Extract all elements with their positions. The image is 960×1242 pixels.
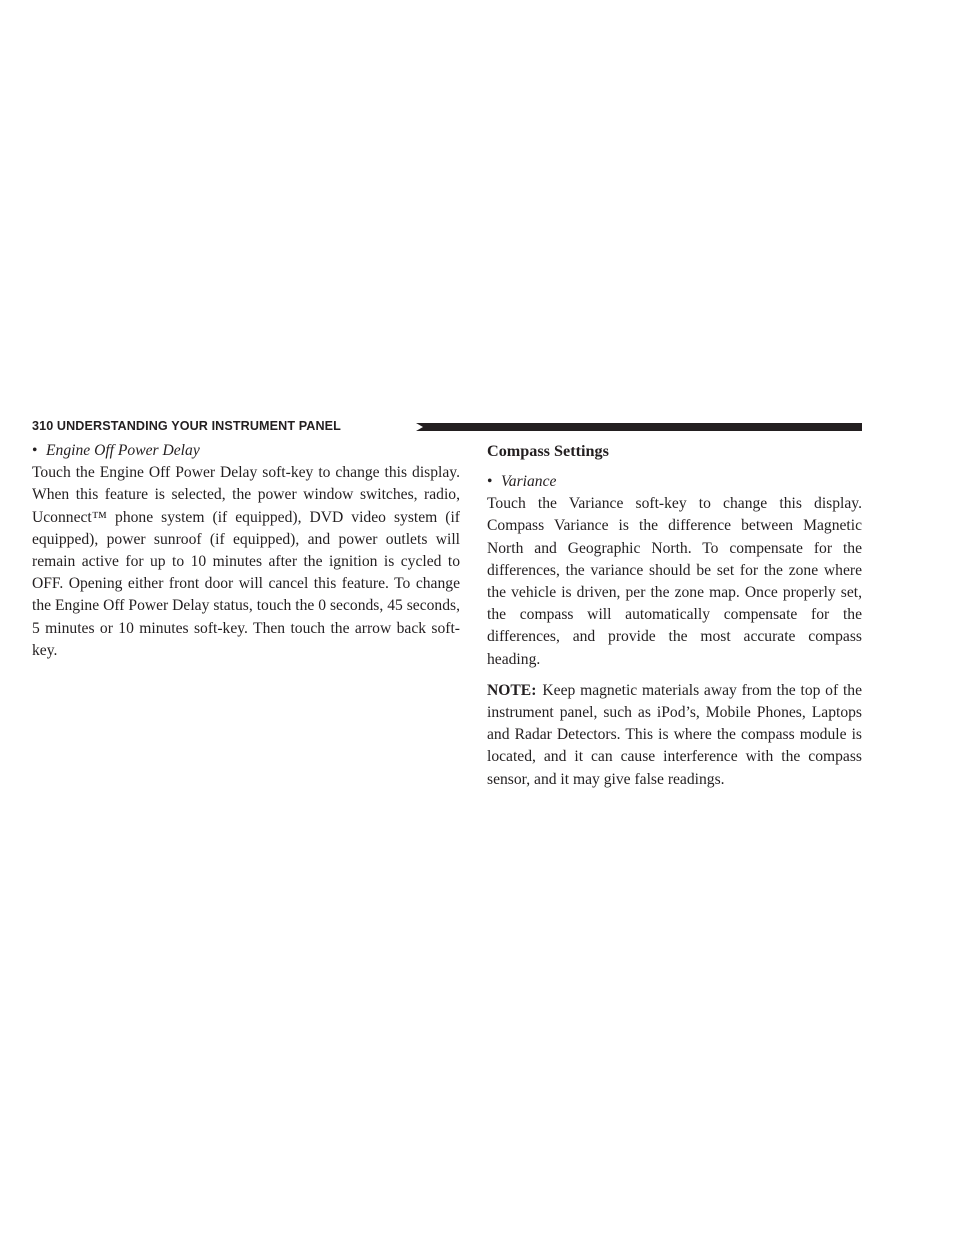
bullet-label: Engine Off Power Delay <box>46 442 200 459</box>
header-rule-notch <box>416 423 423 431</box>
section-title: Compass Settings <box>487 442 609 460</box>
bullet-icon: • <box>487 473 493 490</box>
engine-off-power-delay-bullet <box>32 440 460 462</box>
bullet-icon: • <box>32 442 38 459</box>
note-text: Keep magnetic materials away from the top of the instrument panel, such as iPod’s, Mobile Phones, Laptops and Radar Detectors. This is where the compass module is located, and it can cause interference with the compass sensor, and it may give false readings. <box>487 681 862 788</box>
page-header <box>32 418 862 436</box>
engine-off-power-delay-paragraph: Touch the Engine Off Power Delay soft-key to change this display. When this feature is selected, the power window switches, radio, Uconnect™ phone system (if equipped), DVD video system (if equipped), power sunroof (if equipped), and power outlets will remain active for up to 10 minutes after the ignition is cycled to OFF. Opening either front door will cancel this feature. To change the Engine Off Power Delay status, touch the 0 seconds, 45 seconds, 5 minutes or 10 minutes soft-key. Then touch the arrow back soft-key. <box>32 464 460 659</box>
variance-paragraph: Touch the Variance soft-key to change this display. Compass Variance is the difference between Magnetic North and Geographic North. To compensate for the differences, the variance should be set for the zone where the vehicle is driven, per the zone map. Once properly set, the compass will automatically compensate for the differences, and provide the most accurate compass heading. <box>487 495 862 668</box>
left-column <box>32 440 460 662</box>
page-number-and-chapter-title: 310 UNDERSTANDING YOUR INSTRUMENT PANEL <box>32 419 341 433</box>
note-label: NOTE: <box>487 681 537 699</box>
header-rule <box>416 423 862 431</box>
note-paragraph <box>487 680 862 791</box>
variance-bullet <box>487 471 862 493</box>
bullet-label: Variance <box>501 473 557 490</box>
right-column <box>487 440 862 791</box>
